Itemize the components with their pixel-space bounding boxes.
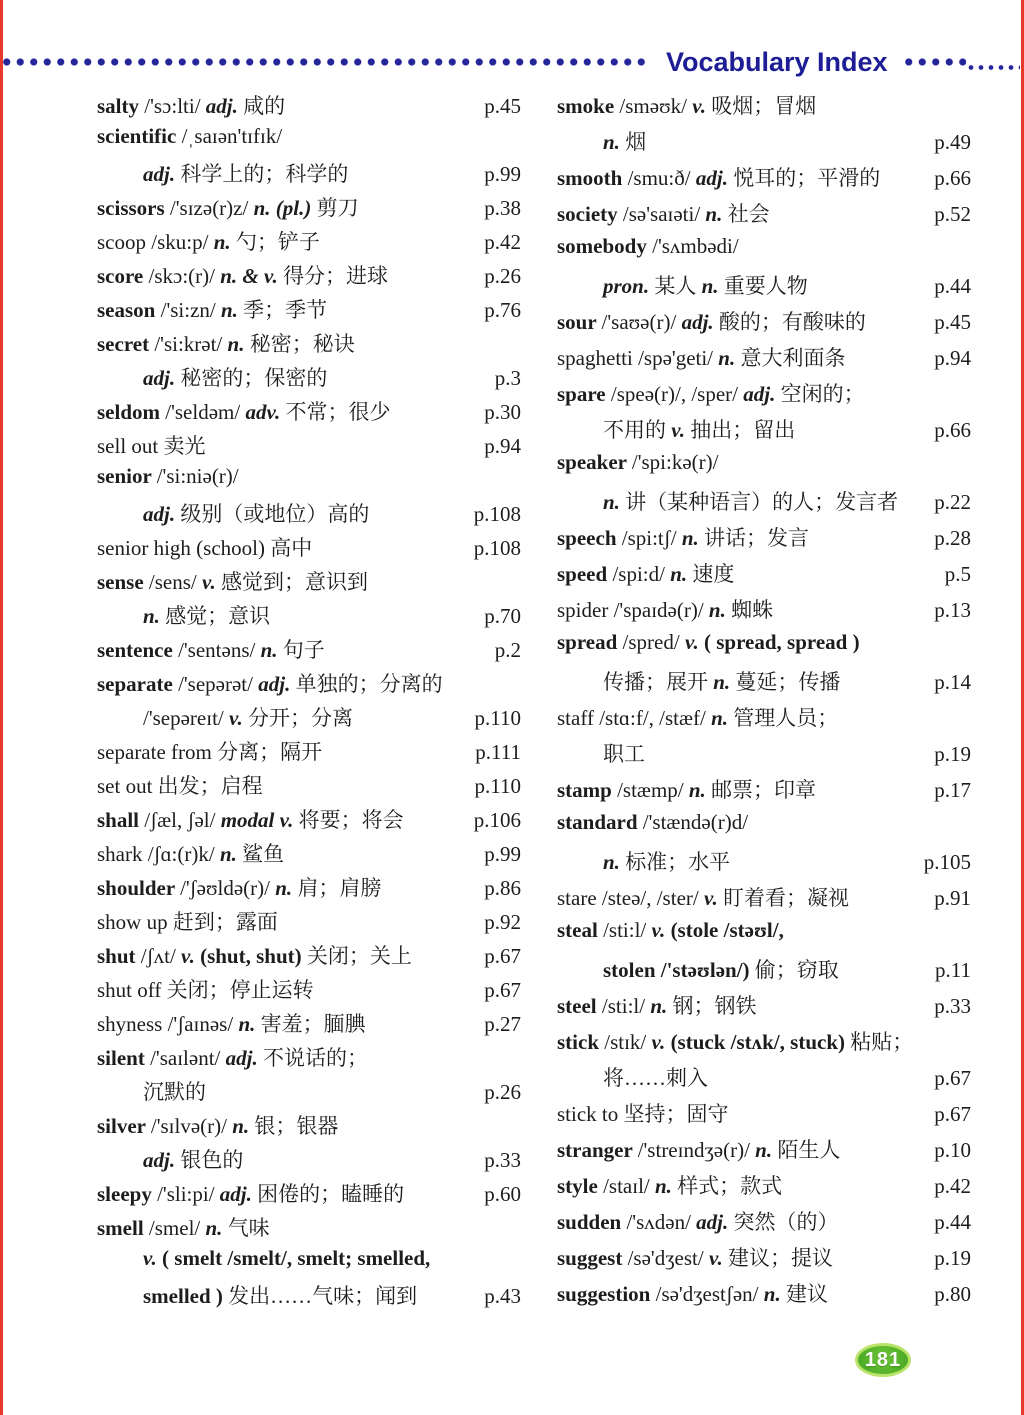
index-entry-line (97, 668, 521, 702)
dotted-rule-right (902, 54, 1020, 71)
index-entry-line (557, 90, 971, 126)
page-ref: p.108 (473, 536, 521, 560)
index-entry-line (557, 594, 971, 630)
entry-text: senior /'si:niə(r)/ (97, 464, 239, 488)
page-ref: p.80 (934, 1282, 971, 1306)
index-entry-line (97, 600, 521, 634)
page-ref: p.22 (934, 490, 971, 514)
entry-text: stick /stɪk/ v. (stuck /stʌk/, stuck) 粘贴； (557, 1030, 914, 1054)
entry-text: 不用的 v. 抽出；留出 (603, 418, 796, 442)
entry-text: 传播；展开 n. 蔓延；传播 (603, 670, 841, 694)
entry-text: stamp /stæmp/ n. 邮票；印章 (557, 778, 817, 802)
entry-text: stolen /'stəʊlən/) 偷；窃取 (603, 958, 839, 982)
page-ref: p.44 (934, 1210, 971, 1234)
page-ref: p.99 (484, 842, 521, 866)
page-ref: p.60 (484, 1182, 521, 1206)
index-entry-line (557, 270, 971, 306)
index-entry-line (557, 1098, 971, 1134)
entry-text: stare /steə/, /ster/ v. 盯着看；凝视 (557, 886, 850, 910)
index-entry-line (97, 532, 521, 566)
index-entry-line (557, 990, 971, 1026)
index-entry-line (97, 396, 521, 430)
entry-text: v. ( smelt /smelt/, smelt; smelled, (143, 1246, 431, 1270)
index-entry-line (557, 954, 971, 990)
entry-text: score /skɔ:(r)/ n. & v. 得分；进球 (97, 264, 389, 288)
page-ref: p.86 (484, 876, 521, 900)
page-ref: p.92 (484, 910, 521, 934)
index-entry-line (97, 430, 521, 464)
page-ref: p.27 (484, 1012, 521, 1036)
vocabulary-column-left (97, 90, 521, 1314)
index-entry-line (97, 1178, 521, 1212)
page-ref: p.10 (934, 1138, 971, 1162)
page-ref: p.3 (494, 366, 521, 390)
page-number-badge: 181 (855, 1343, 911, 1377)
page-ref: p.76 (484, 298, 521, 322)
index-entry-line (97, 124, 521, 158)
index-entry-line (97, 1042, 521, 1076)
entry-text: adj. 科学上的；科学的 (143, 162, 349, 186)
entry-text: spaghetti /spə'geti/ n. 意大利面条 (557, 346, 846, 370)
entry-text: 职工 (603, 742, 645, 766)
entry-text: seldom /'seldəm/ adv. 不常；很少 (97, 400, 391, 424)
entry-text: silent /'saɪlənt/ adj. 不说话的； (97, 1046, 368, 1070)
page-ref: p.111 (475, 740, 521, 764)
index-entry-line (97, 736, 521, 770)
entry-text: n. 烟 (603, 130, 647, 154)
page-ref: p.105 (923, 850, 971, 874)
entry-text: society /sə'saɪəti/ n. 社会 (557, 202, 770, 226)
entry-text: speed /spi:d/ n. 速度 (557, 562, 735, 586)
entry-text: standard /'stændə(r)d/ (557, 810, 749, 834)
entry-text: stranger /'streɪndʒə(r)/ n. 陌生人 (557, 1138, 841, 1162)
page-ref: p.33 (484, 1148, 521, 1172)
index-entry-line (557, 198, 971, 234)
page-title: Vocabulary Index (666, 47, 888, 77)
index-entry-line (97, 498, 521, 532)
index-entry-line (557, 342, 971, 378)
index-entry-line (557, 450, 971, 486)
index-entry-line (557, 702, 971, 738)
entry-text: sour /'saʊə(r)/ adj. 酸的；有酸味的 (557, 310, 866, 334)
entry-text: n. 标准；水平 (603, 850, 731, 874)
entry-text: sentence /'sentəns/ n. 句子 (97, 638, 325, 662)
index-entry-line (557, 918, 971, 954)
index-entry-line (97, 1280, 521, 1314)
index-entry-line (97, 940, 521, 974)
entry-text: speaker /'spi:kə(r)/ (557, 450, 719, 474)
page-ref: p.67 (484, 944, 521, 968)
index-entry-line (97, 872, 521, 906)
index-entry-line (97, 294, 521, 328)
entry-text: steel /sti:l/ n. 钢；钢铁 (557, 994, 757, 1018)
entry-text: sudden /'sʌdən/ adj. 突然（的） (557, 1210, 839, 1234)
index-entry-line (97, 1144, 521, 1178)
page-ref: p.38 (484, 196, 521, 220)
index-entry-line (557, 1134, 971, 1170)
index-entry-line (97, 362, 521, 396)
entry-text: secret /'si:krət/ n. 秘密；秘诀 (97, 332, 355, 356)
page-ref: p.19 (934, 1246, 971, 1270)
page-ref: p.70 (484, 604, 521, 628)
index-entry-line (97, 1212, 521, 1246)
entry-text: style /staɪl/ n. 样式；款式 (557, 1174, 783, 1198)
index-entry-line (557, 1026, 971, 1062)
page-ref: p.19 (934, 742, 971, 766)
index-entry-line (97, 702, 521, 736)
index-entry-line (557, 1062, 971, 1098)
page-ref: p.11 (935, 958, 971, 982)
entry-text: show up 赶到；露面 (97, 910, 278, 934)
entry-text: shyness /'ʃaɪnəs/ n. 害羞；腼腆 (97, 1012, 366, 1036)
index-entry-line (557, 882, 971, 918)
index-entry-line (557, 162, 971, 198)
entry-text: spread /spred/ v. ( spread, spread ) (557, 630, 860, 654)
index-entry-line (97, 838, 521, 872)
index-entry-line (557, 738, 971, 774)
index-entry-line (97, 634, 521, 668)
page-ref: p.30 (484, 400, 521, 424)
page-ref: p.43 (484, 1284, 521, 1308)
dotted-rule-right-large (902, 57, 966, 67)
index-entry-line (557, 1206, 971, 1242)
index-entry-line (97, 1246, 521, 1280)
index-entry-line (557, 774, 971, 810)
index-entry-line (97, 770, 521, 804)
page-ref: p.42 (484, 230, 521, 254)
index-entry-line (557, 126, 971, 162)
page-ref: p.42 (934, 1174, 971, 1198)
page-ref: p.110 (474, 774, 521, 798)
entry-text: scoop /sku:p/ n. 勺；铲子 (97, 230, 320, 254)
entry-text: n. 讲（某种语言）的人；发言者 (603, 490, 899, 514)
entry-text: suggestion /sə'dʒestʃən/ n. 建议 (557, 1282, 828, 1306)
page-ref: p.99 (484, 162, 521, 186)
page-ref: p.2 (494, 638, 521, 662)
index-entry-line (97, 804, 521, 838)
index-entry-line (97, 226, 521, 260)
entry-text: shark /ʃɑ:(r)k/ n. 鲨鱼 (97, 842, 285, 866)
entry-text: smelled ) 发出……气味；闻到 (143, 1284, 418, 1308)
entry-text: stick to 坚持；固守 (557, 1102, 729, 1126)
index-entry-line (97, 328, 521, 362)
left-edge-line (0, 0, 3, 1415)
index-entry-line (557, 522, 971, 558)
page-ref: p.49 (934, 130, 971, 154)
entry-text: /'sepəreɪt/ v. 分开；分离 (143, 706, 354, 730)
entry-text: n. 感觉；意识 (143, 604, 271, 628)
index-entry-line (97, 1076, 521, 1110)
entry-text: 沉默的 (143, 1080, 206, 1104)
page-ref: p.108 (473, 502, 521, 526)
page-ref: p.94 (484, 434, 521, 458)
index-entry-line (557, 846, 971, 882)
page-ref: p.67 (934, 1066, 971, 1090)
entry-text: somebody /'sʌmbədi/ (557, 234, 739, 258)
index-entry-line (557, 1170, 971, 1206)
entry-text: scissors /'sɪzə(r)z/ n. (pl.) 剪刀 (97, 196, 359, 220)
page-ref: p.94 (934, 346, 971, 370)
index-entry-line (97, 464, 521, 498)
entry-text: shoulder /'ʃəʊldə(r)/ n. 肩；肩膀 (97, 876, 382, 900)
page-ref: p.67 (934, 1102, 971, 1126)
entry-text: sleepy /'sli:pi/ adj. 困倦的；瞌睡的 (97, 1182, 405, 1206)
entry-text: sell out 卖光 (97, 434, 206, 458)
entry-text: smoke /sməʊk/ v. 吸烟；冒烟 (557, 94, 817, 118)
index-entry-line (557, 1242, 971, 1278)
entry-text: spare /speə(r)/, /sper/ adj. 空闲的； (557, 382, 865, 406)
entry-text: shut /ʃʌt/ v. (shut, shut) 关闭；关上 (97, 944, 412, 968)
entry-text: adj. 级别（或地位）高的 (143, 502, 370, 526)
entry-text: silver /'sɪlvə(r)/ n. 银；银器 (97, 1114, 339, 1138)
entry-text: scientific /ˌsaɪən'tɪfɪk/ (97, 124, 283, 148)
index-entry-line (557, 1278, 971, 1314)
index-entry-line (97, 1008, 521, 1042)
index-entry-line (97, 906, 521, 940)
dotted-rule-left (0, 57, 650, 67)
page-ref: p.66 (934, 418, 971, 442)
index-entry-line (557, 306, 971, 342)
entry-text: smell /smel/ n. 气味 (97, 1216, 270, 1240)
index-entry-line (557, 378, 971, 414)
entry-text: shut off 关闭；停止运转 (97, 978, 314, 1002)
entry-text: suggest /sə'dʒest/ v. 建议；提议 (557, 1246, 833, 1270)
page-ref: p.66 (934, 166, 971, 190)
entry-text: salty /'sɔ:lti/ adj. 咸的 (97, 94, 286, 118)
entry-text: spider /'spaɪdə(r)/ n. 蜘蛛 (557, 598, 774, 622)
index-entry-line (97, 192, 521, 226)
index-entry-line (97, 90, 521, 124)
entry-text: senior high (school) 高中 (97, 536, 313, 560)
entry-text: smooth /smu:ð/ adj. 悦耳的；平滑的 (557, 166, 881, 190)
index-entry-line (557, 414, 971, 450)
entry-text: steal /sti:l/ v. (stole /stəʊl/, (557, 918, 784, 942)
index-entry-line (557, 234, 971, 270)
page-ref: p.17 (934, 778, 971, 802)
index-entry-line (557, 810, 971, 846)
page-ref: p.14 (934, 670, 971, 694)
page-ref: p.26 (484, 1080, 521, 1104)
entry-text: adj. 银色的 (143, 1148, 244, 1172)
index-entry-line (557, 666, 971, 702)
page-ref: p.5 (944, 562, 971, 586)
page-ref: p.33 (934, 994, 971, 1018)
page-ref: p.26 (484, 264, 521, 288)
index-entry-line (97, 1110, 521, 1144)
page-ref: p.28 (934, 526, 971, 550)
index-entry-line (97, 974, 521, 1008)
index-entry-line (557, 630, 971, 666)
index-entry-line (557, 486, 971, 522)
index-entry-line (97, 260, 521, 294)
page-ref: p.44 (934, 274, 971, 298)
entry-text: separate /'sepərət/ adj. 单独的；分离的 (97, 672, 443, 696)
page-ref: p.13 (934, 598, 971, 622)
entry-text: 将……刺入 (603, 1066, 708, 1090)
page-ref: p.106 (473, 808, 521, 832)
page-ref: p.67 (484, 978, 521, 1002)
page-ref: p.110 (474, 706, 521, 730)
entry-text: staff /stɑ:f/, /stæf/ n. 管理人员； (557, 706, 839, 730)
entry-text: separate from 分离；隔开 (97, 740, 323, 764)
entry-text: sense /sens/ v. 感觉到；意识到 (97, 570, 369, 594)
page-ref: p.45 (484, 94, 521, 118)
entry-text: shall /ʃæl, ʃəl/ modal v. 将要；将会 (97, 808, 404, 832)
entry-text: set out 出发；启程 (97, 774, 263, 798)
entry-text: season /'si:zn/ n. 季；季节 (97, 298, 328, 322)
vocabulary-column-right (557, 90, 971, 1314)
index-entry-line (97, 158, 521, 192)
entry-text: pron. 某人 n. 重要人物 (603, 274, 808, 298)
header-rule (0, 46, 1020, 78)
index-entry-line (557, 558, 971, 594)
page-ref: p.45 (934, 310, 971, 334)
entry-text: speech /spi:tʃ/ n. 讲话；发言 (557, 526, 810, 550)
index-entry-line (97, 566, 521, 600)
page-ref: p.91 (934, 886, 971, 910)
entry-text: adj. 秘密的；保密的 (143, 366, 328, 390)
dotted-rule-right-small (966, 64, 1020, 71)
page-ref: p.52 (934, 202, 971, 226)
